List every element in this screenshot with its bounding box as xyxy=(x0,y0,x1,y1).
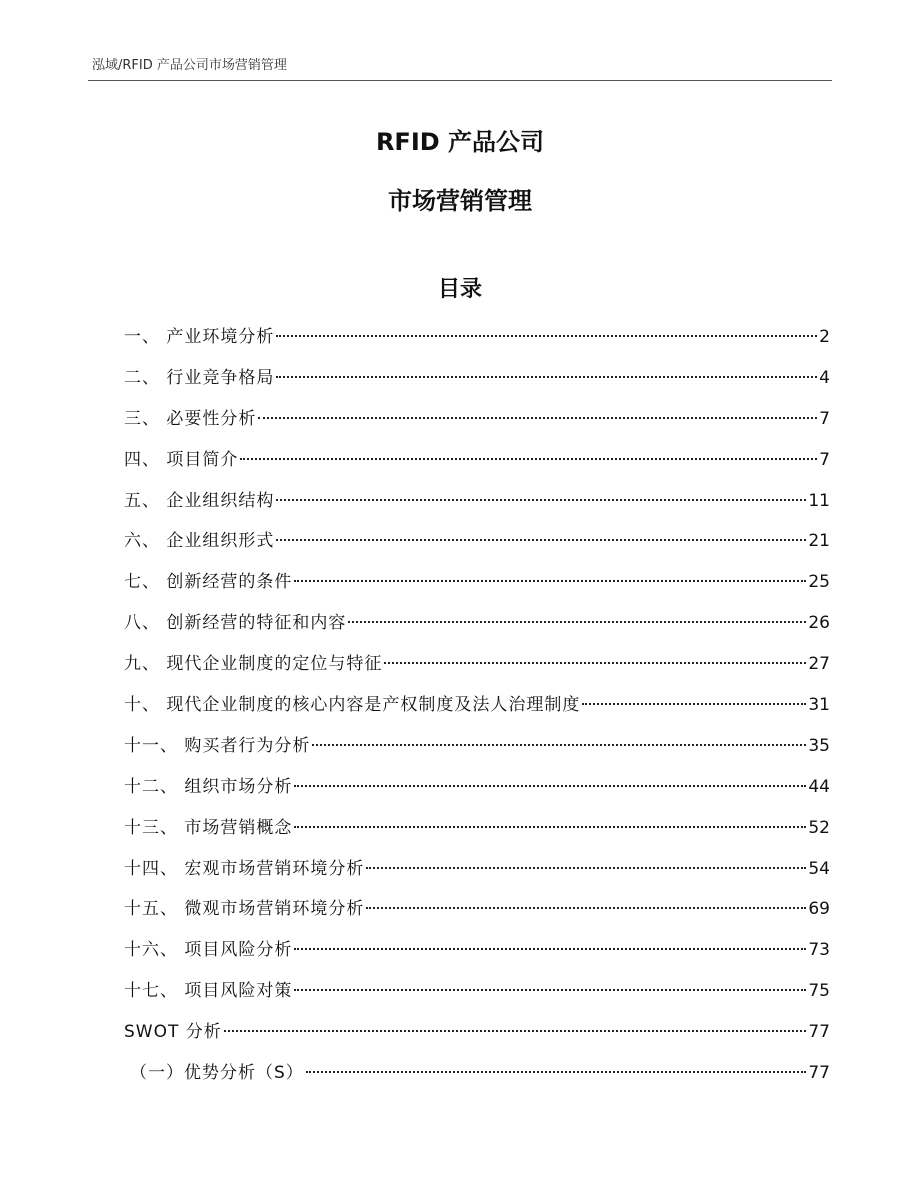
toc-entry-label: 一、 产业环境分析 xyxy=(124,327,275,347)
toc-entry-page-number: 2 xyxy=(819,327,830,347)
toc-entry-label: 十、 现代企业制度的核心内容是产权制度及法人治理制度 xyxy=(124,695,581,716)
toc-leader-dots xyxy=(224,1030,807,1032)
toc-entry-label: 十三、 市场营销概念 xyxy=(124,817,293,838)
header-divider xyxy=(88,80,832,81)
toc-entry[interactable] xyxy=(124,481,830,522)
toc-leader-dots xyxy=(294,989,806,991)
toc-entry-page-number: 25 xyxy=(808,572,830,593)
toc-entry[interactable] xyxy=(124,808,830,849)
toc-leader-dots xyxy=(366,867,806,869)
toc-entry-label: 十五、 微观市场营销环境分析 xyxy=(124,899,365,920)
toc-entry[interactable] xyxy=(124,644,830,685)
toc-heading: 目录 xyxy=(437,277,482,302)
toc-entry-page-number: 44 xyxy=(808,776,830,797)
toc-entry[interactable] xyxy=(124,521,830,562)
toc-leader-dots xyxy=(276,499,806,501)
toc-entry-label: 十四、 宏观市场营销环境分析 xyxy=(124,858,365,879)
toc-entry[interactable] xyxy=(124,317,830,358)
toc-entry-page-number: 77 xyxy=(808,1022,830,1043)
toc-leader-dots xyxy=(582,703,806,705)
toc-entry-page-number: 69 xyxy=(808,899,830,920)
toc-entry[interactable] xyxy=(124,603,830,644)
toc-entry[interactable] xyxy=(124,767,830,808)
toc-entry-page-number: 31 xyxy=(808,695,830,716)
toc-entry[interactable] xyxy=(124,971,830,1012)
toc-entry-page-number: 7 xyxy=(819,408,830,429)
running-header: 泓域/RFID 产品公司市场营销管理 xyxy=(92,58,287,73)
toc-leader-dots xyxy=(384,662,806,664)
toc-entry[interactable] xyxy=(124,440,830,481)
toc-entry-page-number: 54 xyxy=(808,858,830,879)
toc-entry[interactable] xyxy=(124,399,830,440)
toc-leader-dots xyxy=(294,580,806,582)
toc-entry-page-number: 26 xyxy=(808,613,830,634)
toc-leader-dots xyxy=(240,458,817,460)
toc-entry-label: 八、 创新经营的特征和内容 xyxy=(124,613,347,634)
toc-entry-label: 六、 企业组织形式 xyxy=(124,531,275,552)
toc-entry-label: （一）优势分析（S） xyxy=(130,1063,304,1084)
toc-entry-label: 十二、 组织市场分析 xyxy=(124,776,293,797)
toc-entry-label: 五、 企业组织结构 xyxy=(124,490,275,511)
toc-entry[interactable] xyxy=(124,685,830,726)
toc-leader-dots xyxy=(306,1071,807,1073)
toc-entry[interactable] xyxy=(124,1053,830,1094)
toc-entry-page-number: 73 xyxy=(808,940,830,961)
toc-leader-dots xyxy=(294,826,806,828)
toc-entry-page-number: 35 xyxy=(808,735,830,756)
toc-entry-page-number: 77 xyxy=(808,1063,830,1084)
toc-entry-page-number: 52 xyxy=(808,817,830,838)
toc-leader-dots xyxy=(258,417,817,419)
toc-entry-label: 二、 行业竞争格局 xyxy=(124,367,275,388)
toc-entry-page-number: 11 xyxy=(808,490,830,511)
toc-entry[interactable] xyxy=(124,358,830,399)
toc-entry-label: 九、 现代企业制度的定位与特征 xyxy=(124,654,383,675)
toc-entry[interactable] xyxy=(124,562,830,603)
toc-leader-dots xyxy=(294,785,806,787)
document-title: RFID 产品公司 xyxy=(375,128,545,156)
toc-leader-dots xyxy=(348,621,806,623)
toc-leader-dots xyxy=(366,907,806,909)
toc-entry-page-number: 75 xyxy=(808,981,830,1002)
toc-entry-page-number: 4 xyxy=(819,367,830,388)
toc-leader-dots xyxy=(276,335,817,337)
toc-entry-label: 三、 必要性分析 xyxy=(124,408,257,429)
toc-entry-page-number: 7 xyxy=(819,449,830,470)
toc-entry-label: 十一、 购买者行为分析 xyxy=(124,735,311,756)
toc-entry-label: 十六、 项目风险分析 xyxy=(124,940,293,961)
document-subtitle: 市场营销管理 xyxy=(388,187,532,215)
toc-entry-page-number: 21 xyxy=(808,531,830,552)
toc-entry-page-number: 27 xyxy=(808,654,830,675)
toc-entry-label: SWOT 分析 xyxy=(124,1022,222,1043)
toc-leader-dots xyxy=(312,744,806,746)
toc-entry-label: 七、 创新经营的条件 xyxy=(124,572,293,593)
toc-entry[interactable] xyxy=(124,849,830,890)
toc-entry-label: 十七、 项目风险对策 xyxy=(124,981,293,1002)
table-of-contents xyxy=(124,317,830,1094)
toc-leader-dots xyxy=(294,948,806,950)
toc-leader-dots xyxy=(276,539,806,541)
toc-entry[interactable] xyxy=(124,930,830,971)
toc-leader-dots xyxy=(276,376,817,378)
toc-entry-label: 四、 项目简介 xyxy=(124,449,239,470)
toc-entry[interactable] xyxy=(124,889,830,930)
toc-entry[interactable] xyxy=(124,1012,830,1053)
toc-entry[interactable] xyxy=(124,726,830,767)
